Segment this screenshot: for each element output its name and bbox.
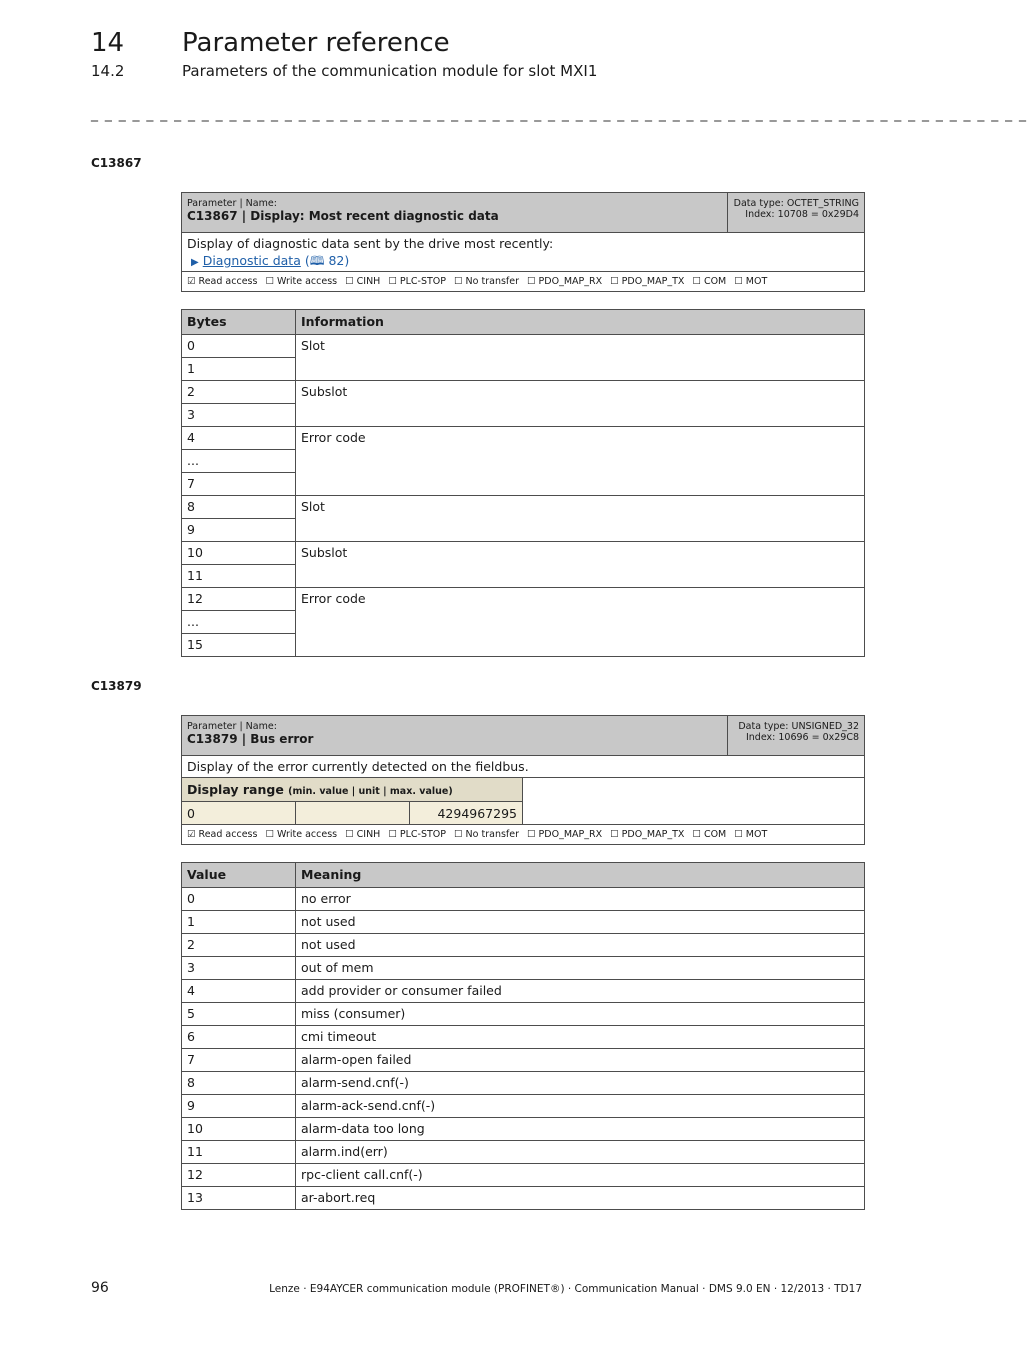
col-header-bytes: Bytes [182, 310, 296, 335]
table-row: 6 cmi timeout [182, 1026, 865, 1049]
section-title: Parameters of the communication module for slot MXI1 [182, 62, 598, 80]
param-name: C13867 | Display: Most recent diagnostic data [187, 209, 499, 223]
table-row: 11 [182, 565, 865, 588]
table-row: ... [182, 611, 865, 634]
bytes-table [181, 309, 865, 657]
chapter-title: Parameter reference [182, 28, 450, 58]
table-row: 1 not used [182, 911, 865, 934]
display-range-sublabel: (min. value | unit | max. value) [288, 786, 453, 797]
table-row: 2 Subslot [182, 381, 865, 404]
footer-text: Lenze · E94AYCER communication module (PROFINET®) · Communication Manual · DMS 9.0 EN · 12/2013 · TD17 [269, 1283, 862, 1295]
triangle-right-icon: ▶ [191, 257, 199, 268]
header-separator: _ _ _ _ _ _ _ _ _ _ _ _ _ _ _ _ _ _ _ _ _ _ _ _ _ _ _ _ _ _ _ _ _ _ _ _ _ _ _ _ _ _ _ _ _ _ _ _ _ _ _ _ _ _ _ _ _ _ _ _ _ _ _ _ _ _ _ _ [91, 106, 1027, 122]
range-min: 0 [182, 802, 296, 825]
page-number: 96 [91, 1280, 109, 1296]
param-label: Parameter | Name: [187, 198, 277, 209]
table-row: 13 ar-abort.req [182, 1187, 865, 1210]
book-icon: 🕮 [309, 253, 325, 268]
table-row: 0 no error [182, 888, 865, 911]
col-header-value: Value [182, 863, 296, 888]
table-row: 11 alarm.ind(err) [182, 1141, 865, 1164]
param-name: C13879 | Bus error [187, 732, 314, 746]
table-row: 12 Error code [182, 588, 865, 611]
table-row: 3 out of mem [182, 957, 865, 980]
param-table-c13879 [181, 715, 865, 845]
table-row: 8 alarm-send.cnf(-) [182, 1072, 865, 1095]
table-row: 8 Slot [182, 496, 865, 519]
param-label: Parameter | Name: [187, 721, 277, 732]
chapter-number: 14 [91, 28, 125, 58]
table-row: 7 alarm-open failed [182, 1049, 865, 1072]
section-number: 14.2 [91, 62, 125, 80]
table-row: 10 alarm-data too long [182, 1118, 865, 1141]
table-row: 2 not used [182, 934, 865, 957]
param-description: Display of the error currently detected on the fieldbus. [182, 756, 865, 778]
table-row: 4 add provider or consumer failed [182, 980, 865, 1003]
col-header-meaning: Meaning [296, 863, 865, 888]
diagnostic-data-link[interactable]: Diagnostic data [202, 253, 301, 268]
table-row: 12 rpc-client call.cnf(-) [182, 1164, 865, 1187]
param-table-c13867: Parameter | Name: C13867 | Display: Most recent diagnostic data Data type: OCTET_STRING Index: 10708 = 0x29D4 Display of diagnostic data sent by the drive most recently: ▶ Diagnostic data (🕮 82) ☑ Read access ☐ Write access ☐ CINH ☐ PLC-STOP ☐ No transfer ☐ PDO_MAP_RX ☐ PDO_MAP_TX ☐ COM ☐ MOT [181, 192, 865, 292]
param-heading-c13867: C13867 [91, 156, 142, 170]
data-type: Data type: UNSIGNED_32 [738, 721, 860, 732]
table-row: 5 miss (consumer) [182, 1003, 865, 1026]
param-index: Index: 10696 = 0x29C8 [745, 732, 860, 743]
values-table [181, 862, 865, 1210]
link-page-ref: 82 [328, 253, 345, 268]
col-header-information: Information [296, 310, 865, 335]
table-row: 9 alarm-ack-send.cnf(-) [182, 1095, 865, 1118]
range-unit [296, 802, 410, 825]
table-row: 1 [182, 358, 865, 381]
param-index: Index: 10708 = 0x29D4 [745, 209, 859, 220]
table-row: ... [182, 450, 865, 473]
data-type: Data type: OCTET_STRING [733, 198, 859, 209]
access-flags: ☑ Read access ☐ Write access ☐ CINH ☐ PLC-STOP ☐ No transfer ☐ PDO_MAP_RX ☐ PDO_MAP_TX ☐ COM ☐ MOT [182, 272, 865, 292]
param-heading-c13879: C13879 [91, 679, 142, 693]
table-row: 7 [182, 473, 865, 496]
table-row: 9 [182, 519, 865, 542]
table-row: 0 Slot [182, 335, 865, 358]
table-row: 15 [182, 634, 865, 657]
table-row: 4 Error code [182, 427, 865, 450]
table-row: 3 [182, 404, 865, 427]
table-row: 10 Subslot [182, 542, 865, 565]
range-max: 4294967295 [410, 802, 523, 825]
display-range-label: Display range [187, 782, 284, 797]
access-flags: ☑ Read access ☐ Write access ☐ CINH ☐ PLC-STOP ☐ No transfer ☐ PDO_MAP_RX ☐ PDO_MAP_TX ☐ COM ☐ MOT [182, 825, 865, 845]
param-description: Display of diagnostic data sent by the drive most recently: [187, 236, 554, 251]
